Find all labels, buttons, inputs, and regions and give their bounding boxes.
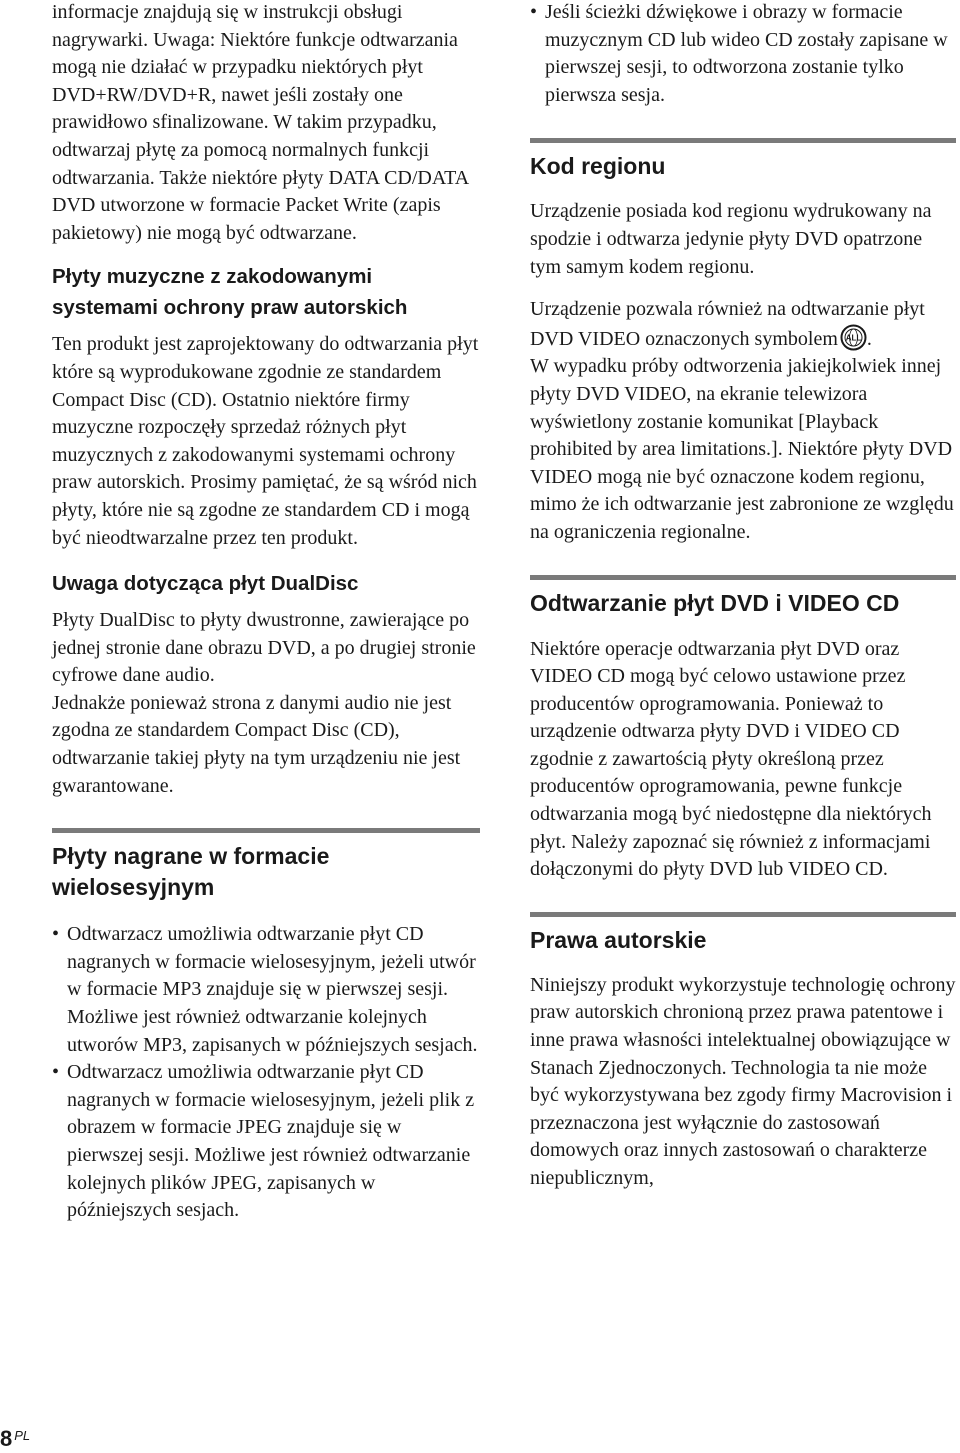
dualdisc-paragraph-1: Płyty DualDisc to płyty dwustronne, zawierające po jednej stronie dane obrazu DVD, a po drugiej stronie cyfrowe dane audio.: [52, 609, 476, 687]
region-paragraph-2-end: .: [866, 327, 872, 350]
dualdisc-heading: Uwaga dotycząca płyt DualDisc: [52, 572, 359, 596]
bullet-icon: •: [530, 1, 538, 23]
bullet-icon: •: [52, 1061, 60, 1084]
playback-heading: Odtwarzanie płyt DVD i VIDEO CD: [530, 589, 900, 616]
copyright-paragraph: Niniejszy produkt wykorzystuje technologię ochrony praw autorskich chronioną przez prawa patentowe i inne prawa własności intelektualnej obowiązujące w Stanach Zjednoczonych. Technologia ta nie może być wykorzystywana bez zgody firmy Macrovision i przeznaczona jest wyłącznie do zastosowań domowych oraz innych zastosowań o charakterze niepublicznym,: [530, 973, 956, 1189]
region-all-icon-label: ALL: [845, 333, 862, 343]
left-column: [52, 0, 480, 1225]
section-rule: [52, 828, 480, 833]
section-rule: [530, 575, 956, 580]
page-number-value: 8: [0, 1426, 13, 1451]
bullet-icon: •: [52, 923, 60, 946]
playback-paragraph: Niektóre operacje odtwarzania płyt DVD oraz VIDEO CD mogą być celowo ustawione przez producentów oprogramowania. Ponieważ to urządzenie odtwarza płyty DVD i VIDEO CD zgodnie z zawartością płyty określoną przez producentów oprogramowania, pewne funkcje odtwarzania mogą być niedostępne dla niektórych płyt. Należy zapoznać się również z informacjami dołączonymi do płyty DVD lub VIDEO CD.: [530, 637, 932, 881]
region-paragraph-2-text: Urządzenie pozwala również na odtwarzanie płyt DVD VIDEO oznaczonych symbolem: [530, 298, 925, 350]
page-number: [0, 1424, 30, 1451]
copy-protected-heading: Płyty muzyczne z zakodowanymi systemami ochrony praw autorskich: [52, 265, 408, 320]
list-item: [52, 921, 480, 1059]
multisession-heading: Płyty nagrane w formacie wielosesyjnym: [52, 843, 330, 901]
section-rule: [530, 138, 956, 143]
dualdisc-paragraph-2: Jednakże ponieważ strona z danymi audio nie jest zgodna ze standardem Compact Disc (CD), odtwarzanie takiej płyty na tym urządzeniu nie jest gwarantowane.: [52, 691, 461, 797]
list-item-text: Odtwarzacz umożliwia odtwarzanie płyt CD nagranych w formacie wielosesyjnym, jeżeli plik z obrazem w formacie JPEG znajduje się w pierwszej sesji. Możliwe jest również odtwarzanie kolejnych plików JPEG, zapisanych w późniejszych sesjach.: [67, 1061, 475, 1222]
list-item: [52, 1059, 480, 1225]
intro-paragraph: informacje znajdują się w instrukcji obsługi nagrywarki. Uwaga: Niektóre funkcje odtwarzania mogą nie działać w przypadku niektórych płyt DVD+RW/DVD+R, nawet jeśli zostały one prawidłowo sfinalizowane. W takim przypadku, odtwarzaj płytę za pomocą normalnych funkcji odtwarzania. Także niektóre płyty DATA CD/DATA DVD utworzone w formacie Packet Write (zapis pakietowy) nie mogą być odtwarzane.: [52, 1, 469, 244]
list-item-text: Odtwarzacz umożliwia odtwarzanie płyt CD nagranych w formacie wielosesyjnym, jeżeli utwór w formacie MP3 znajduje się w pierwszej sesji. Możliwe jest również odtwarzanie kolejnych utworów MP3, zapisanych w późniejszych sesjach.: [67, 923, 478, 1056]
region-paragraph-2: [530, 296, 956, 546]
page-language: PL: [14, 1428, 31, 1443]
right-column: [530, 0, 956, 1193]
copyright-heading: Prawa autorskie: [530, 926, 707, 953]
region-paragraph-3: W wypadku próby odtworzenia jakiejkolwiek innej płyty DVD VIDEO, na ekranie telewizora wyświetlony zostanie komunikat [Playback prohibited by area limitations.]. Niektóre płyty DVD VIDEO mogą nie być oznaczone kodem regionu, mimo że ich odtwarzanie jest zabronione ze względu na ograniczenia regionalne.: [530, 355, 954, 543]
list-item: [530, 0, 956, 109]
section-rule: [530, 912, 956, 917]
multisession-list-continued: [530, 0, 956, 109]
region-paragraph-1: Urządzenie posiada kod regionu wydrukowany na spodzie i odtwarza jedynie płyty DVD opatrzone tym samym kodem regionu.: [530, 200, 932, 278]
region-heading: Kod regionu: [530, 153, 666, 180]
multisession-list: [52, 921, 480, 1225]
list-item-text: Jeśli ścieżki dźwiękowe i obrazy w formacie muzycznym CD lub wideo CD zostały zapisane w pierwszej sesji, to odtworzona zostanie tylko pierwsza sesja.: [545, 1, 948, 106]
copy-protected-text: Ten produkt jest zaprojektowany do odtwarzania płyt które są wyprodukowane zgodnie ze standardem Compact Disc (CD). Ostatnio niektóre firmy muzyczne rozpoczęły sprzedaż różnych płyt muzycznych z zakodowanymi systemami ochrony praw autorskich. Prosimy pamiętać, że są wśród nich płyty, które nie są zgodne ze standardem CD i mogą być nieodtwarzalne przez ten produkt.: [52, 333, 479, 549]
region-all-icon: [840, 324, 867, 351]
